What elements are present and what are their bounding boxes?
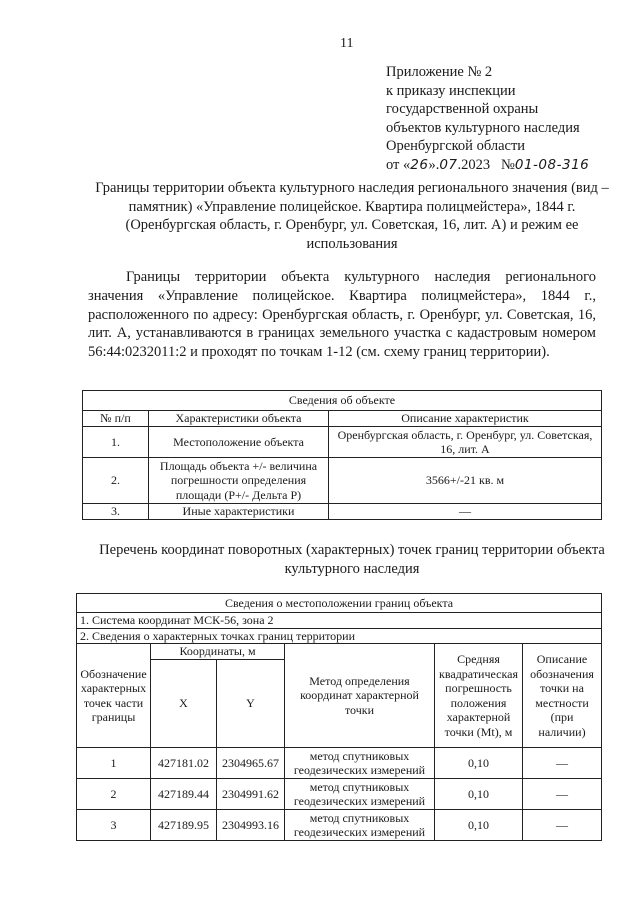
table-cell: метод спутниковых геодезических измерений: [285, 779, 435, 810]
table-cell: 2304993.16: [217, 810, 285, 841]
table-cell: —: [329, 504, 602, 520]
table-cell: —: [523, 748, 602, 779]
date-prefix: от «: [386, 156, 411, 173]
annex-line: объектов культурного наследия: [386, 119, 580, 136]
table-cell: Местоположение объекта: [149, 427, 329, 458]
table-cell: Иные характеристики: [149, 504, 329, 520]
date-year: .2023: [457, 156, 491, 173]
table-cell: —: [523, 810, 602, 841]
table-row: [83, 427, 602, 458]
table-cell: —: [523, 779, 602, 810]
table-cell: 1: [77, 748, 151, 779]
table-cell: 0,10: [435, 810, 523, 841]
column-header: Координаты, м: [151, 644, 285, 660]
table-cell: 3566+/-21 кв. м: [329, 458, 602, 504]
number-sign: №: [501, 156, 515, 173]
table-cell: 2304965.67: [217, 748, 285, 779]
annex-date-line: [386, 156, 589, 175]
table-cell: Площадь объекта +/- величина погрешности определения площади (Р+/- Дельта Р): [149, 458, 329, 504]
table-cell: 427189.95: [151, 810, 217, 841]
table-row: [77, 779, 602, 810]
page-number: 11: [340, 36, 354, 51]
column-header: Описание характеристик: [329, 411, 602, 427]
table-cell: метод спутниковых геодезических измерений: [285, 748, 435, 779]
coordinates-table: [76, 593, 602, 841]
table-cell: 1.: [83, 427, 149, 458]
section-label: 2. Сведения о характерных точках границ территории: [77, 628, 602, 644]
table-cell: 2.: [83, 458, 149, 504]
table-cell: метод спутниковых геодезических измерений: [285, 810, 435, 841]
table-cell: 3.: [83, 504, 149, 520]
column-header: Описание обозначения точки на местности (при наличии): [523, 644, 602, 748]
coordinates-title: Перечень координат поворотных (характерных) точек границ территории объекта культурного наследия: [99, 542, 605, 577]
table-cell: Оренбургская область, г. Оренбург, ул. Советская, 16, лит. А: [329, 427, 602, 458]
table-caption: Сведения о местоположении границ объекта: [77, 594, 602, 613]
coordinate-system: 1. Система координат МСК-56, зона 2: [77, 613, 602, 629]
table-cell: 2304991.62: [217, 779, 285, 810]
table-cell: 427189.44: [151, 779, 217, 810]
table-cell: 2: [77, 779, 151, 810]
date-month: 07: [439, 156, 458, 173]
table-row: [77, 748, 602, 779]
table-caption: Сведения об объекте: [83, 391, 602, 411]
table-cell: 427181.02: [151, 748, 217, 779]
annex-line: к приказу инспекции: [386, 82, 516, 99]
document-title: Границы территории объекта культурного наследия регионального значения (вид – памятник) «Управление полицейское. Квартира полицмейстера», 1844 г. (Оренбургская область, г. Оренбург, ул. Советская, 16, лит. А) и режим ее использования: [95, 180, 609, 252]
column-header-y: Y: [217, 660, 285, 748]
table-row: [77, 810, 602, 841]
table-row: [83, 504, 602, 520]
table-cell: 0,10: [435, 748, 523, 779]
date-day: 26: [410, 156, 429, 173]
column-header: Средняя квадратическая погрешность положения характерной точки (Mt), м: [435, 644, 523, 748]
column-header: Обозначение характерных точек части границы: [77, 644, 151, 748]
column-header: Характеристики объекта: [149, 411, 329, 427]
column-header: № п/п: [83, 411, 149, 427]
annex-title: Приложение № 2: [386, 64, 493, 80]
annex-line: Оренбургской области: [386, 138, 526, 155]
table-cell: 0,10: [435, 779, 523, 810]
table-cell: 3: [77, 810, 151, 841]
column-header: Метод определения координат характерной точки: [285, 644, 435, 748]
order-number: 01-08-316: [514, 156, 590, 173]
annex-header: [386, 63, 589, 175]
object-info-table: [82, 390, 602, 520]
table-row: [83, 458, 602, 504]
date-sep: ».: [428, 156, 440, 173]
column-header-x: X: [151, 660, 217, 748]
annex-line: государственной охраны: [386, 101, 539, 118]
body-paragraph: Границы территории объекта культурного наследия регионального значения «Управление полицейское. Квартира полицмейстера», 1844 г., расположенного по адресу: Оренбургская область, г. Оренбург, ул. Советская, 16, лит. А, устанавливаются в границах земельного участка с кадастровым номером 56:44:0232011:2 и проходят по точкам 1-12 (см. схему границ территории).: [88, 269, 596, 361]
